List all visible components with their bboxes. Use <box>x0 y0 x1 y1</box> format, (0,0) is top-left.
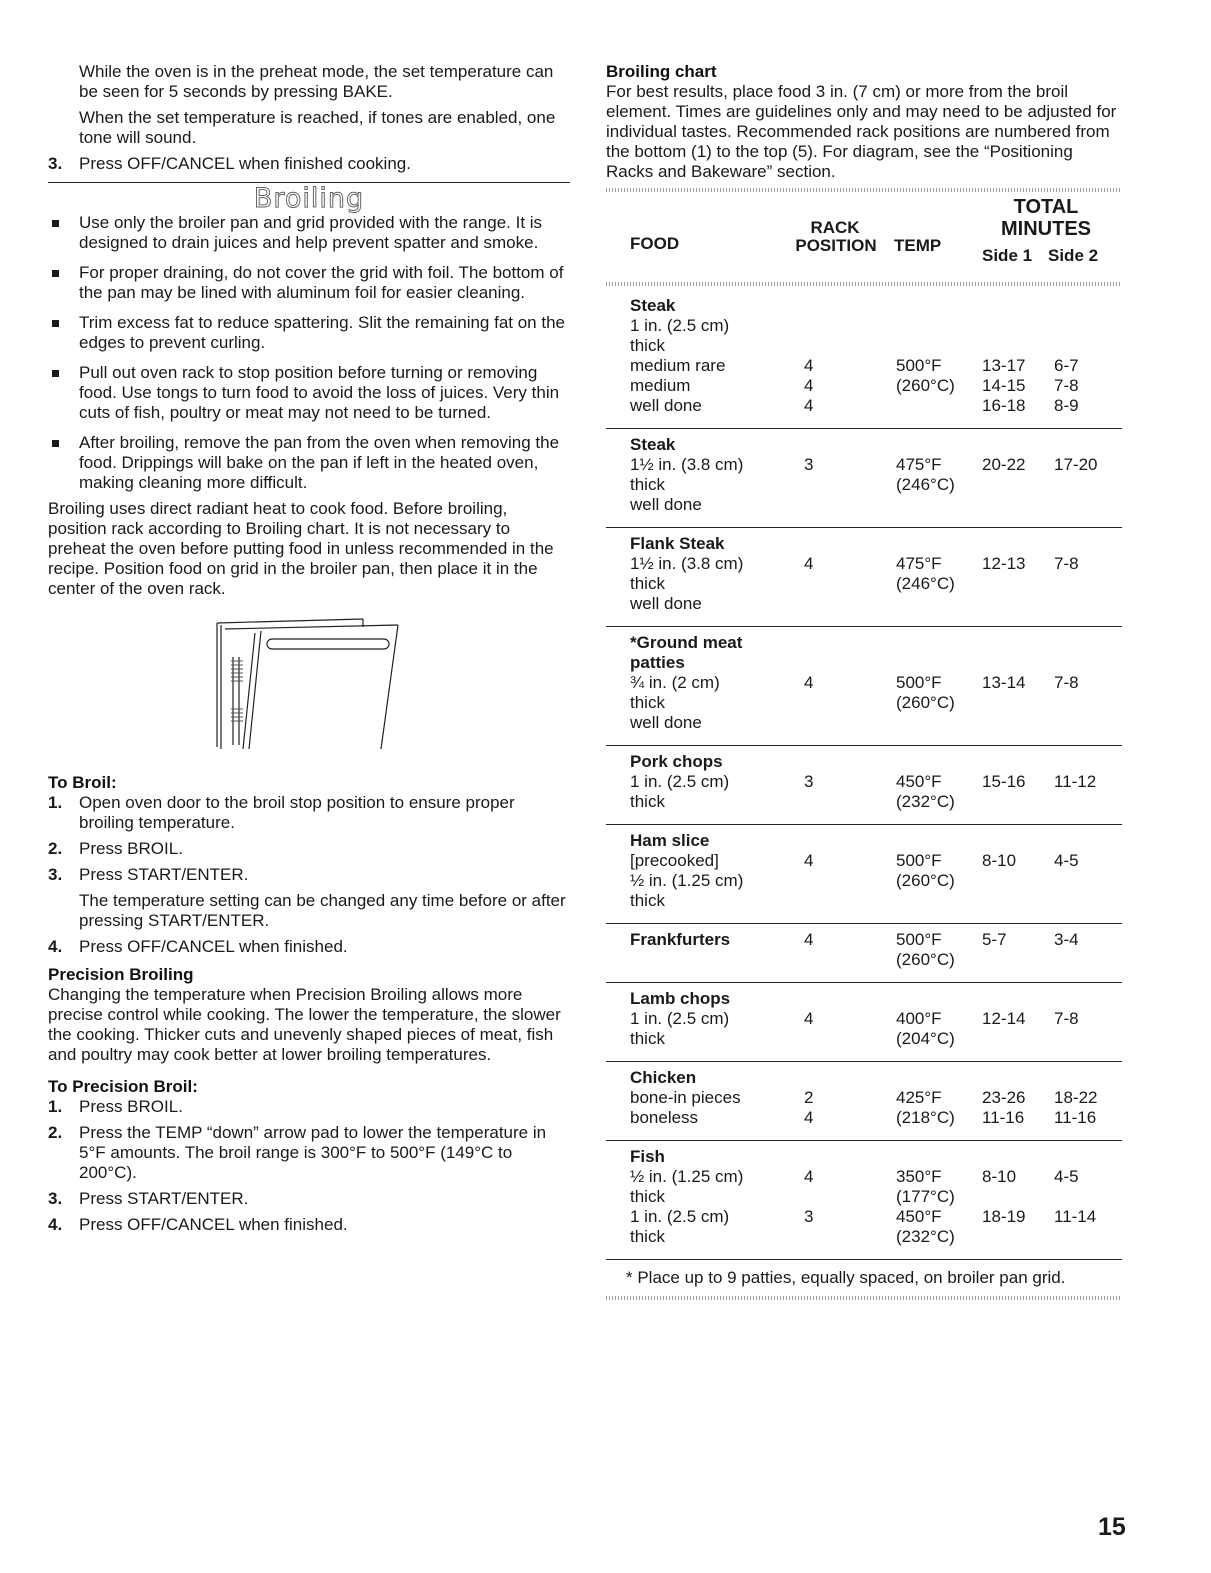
food-detail <box>630 950 800 970</box>
to-broil-title: To Broil: <box>48 773 117 792</box>
chart-row <box>606 627 1122 746</box>
food-name: Flank Steak <box>630 534 725 553</box>
precision-step-3 <box>48 1189 570 1209</box>
temperature: 450°F <box>896 1207 942 1226</box>
food-name-line-2: patties <box>630 653 685 672</box>
food-detail: [precooked] <box>630 851 719 870</box>
to-broil-steps <box>48 793 570 957</box>
side-2-minutes: 18-22 <box>1054 1088 1098 1107</box>
step-text: Press OFF/CANCEL when finished. <box>79 937 348 956</box>
step-text: Open oven door to the broil stop position to ensure proper broiling temperature. <box>79 793 515 832</box>
side-2-minutes: 4-5 <box>1054 851 1079 870</box>
broiling-intro: Broiling uses direct radiant heat to cook food. Before broiling, position rack according to Broiling chart. It is not necessary to preheat the oven before putting food in unless recommended in the recipe. Position food on grid in the broiler pan, then place it in the center of the oven rack. <box>48 499 554 598</box>
temperature: (260°C) <box>896 376 955 395</box>
right-column <box>606 62 1122 1300</box>
temperature: 400°F <box>896 1009 942 1028</box>
bullet-square-icon <box>52 220 59 227</box>
food-detail: 1 in. (2.5 cm) <box>630 1009 730 1028</box>
temperature: 475°F <box>896 455 942 474</box>
side-2-minutes: 6-7 <box>1054 356 1079 375</box>
bullet-item <box>48 313 570 353</box>
temperature: (232°C) <box>896 792 955 811</box>
temperature: (232°C) <box>896 1227 955 1246</box>
food-detail: 1 in. (2.5 cm) <box>630 772 730 791</box>
food-detail: ½ in. (1.25 cm) <box>630 871 744 890</box>
rack-position: 4 <box>804 396 814 415</box>
rack-position: 3 <box>804 1207 814 1226</box>
food-name: Lamb chops <box>630 989 731 1008</box>
chart-row <box>606 429 1122 528</box>
food-cell <box>606 534 800 614</box>
header-rack: RACK <box>810 218 860 237</box>
temperature: 425°F <box>896 1088 942 1107</box>
food-cell <box>606 831 800 911</box>
side-1-minutes: 8-10 <box>982 851 1017 870</box>
temperature: 500°F <box>896 930 942 949</box>
side-2-minutes: 8-9 <box>1054 396 1079 415</box>
chart-row <box>606 924 1122 983</box>
side-1-minutes: 14-15 <box>982 376 1026 395</box>
broiling-chart-table <box>606 290 1122 1260</box>
food-detail: well done <box>630 594 702 613</box>
rack-position: 3 <box>804 455 814 474</box>
side-1-minutes: 11-16 <box>982 1108 1025 1127</box>
oven-door-illustration <box>213 617 413 759</box>
side-2-minutes: 7-8 <box>1054 673 1079 692</box>
step-number: 4. <box>48 1215 63 1234</box>
rack-position: 3 <box>804 772 814 791</box>
food-detail: medium <box>630 376 691 395</box>
bullet-text: For proper draining, do not cover the grid with foil. The bottom of the pan may be lined with aluminum foil for easier cleaning. <box>79 263 564 302</box>
food-detail: bone-in pieces <box>630 1088 741 1107</box>
side-2-minutes: 11-14 <box>1054 1207 1097 1226</box>
food-name: Chicken <box>630 1068 697 1087</box>
header-food: FOOD <box>630 234 680 253</box>
food-detail: boneless <box>630 1108 699 1127</box>
rack-position: 4 <box>804 376 814 395</box>
side-1-minutes: 15-16 <box>982 772 1026 791</box>
side-1-minutes: 20-22 <box>982 455 1026 474</box>
preheat-paragraph-1: While the oven is in the preheat mode, the set temperature can be seen for 5 seconds by pressing BAKE. <box>79 62 554 101</box>
left-column <box>48 62 570 1235</box>
food-detail: thick <box>630 792 665 811</box>
food-cell <box>606 435 800 515</box>
side-1-minutes: 13-17 <box>982 356 1026 375</box>
chart-row <box>606 1141 1122 1260</box>
header-total: TOTAL <box>1013 196 1079 218</box>
step-text: Press OFF/CANCEL when finished cooking. <box>79 154 411 173</box>
rack-position: 4 <box>804 356 814 375</box>
side-1-minutes: 18-19 <box>982 1207 1026 1226</box>
temperature: (177°C) <box>896 1187 955 1206</box>
to-broil-note: The temperature setting can be changed any time before or after pressing START/ENTER. <box>79 891 566 930</box>
temperature: 475°F <box>896 554 942 573</box>
precision-broiling-title: Precision Broiling <box>48 965 194 984</box>
bullet-item <box>48 263 570 303</box>
food-detail: 1 in. (2.5 cm) <box>630 316 730 335</box>
rack-position: 4 <box>804 1108 814 1127</box>
step-number: 4. <box>48 937 63 956</box>
food-cell <box>606 1147 800 1247</box>
bullet-item <box>48 363 570 423</box>
temperature: (260°C) <box>896 871 955 890</box>
side-1-minutes: 12-14 <box>982 1009 1026 1028</box>
page-number: 15 <box>1098 1513 1126 1541</box>
broiling-bullets <box>48 213 570 493</box>
step-text: Press the TEMP “down” arrow pad to lower the temperature in 5°F amounts. The broil range is 300°F to 500°F (149°C to 200°C). <box>79 1123 547 1182</box>
step-number: 3. <box>48 154 63 173</box>
broiling-chart-title: Broiling chart <box>606 62 717 81</box>
bullet-square-icon <box>52 440 59 447</box>
header-minutes: MINUTES <box>1001 218 1091 240</box>
chart-footnote: * Place up to 9 patties, equally spaced, on broiler pan grid. <box>626 1268 1066 1287</box>
side-2-minutes: 3-4 <box>1054 930 1079 949</box>
temperature: 500°F <box>896 673 942 692</box>
section-title-broiling: Broiling <box>253 183 365 214</box>
rack-position: 4 <box>804 673 814 692</box>
chart-row <box>606 290 1122 429</box>
food-detail: ½ in. (1.25 cm) <box>630 1167 744 1186</box>
bullet-text: Use only the broiler pan and grid provided with the range. It is designed to drain juices and help prevent spatter and smoke. <box>79 213 543 252</box>
chart-row <box>606 528 1122 627</box>
step-number: 2. <box>48 1123 63 1142</box>
temperature: (260°C) <box>896 950 955 969</box>
food-detail: thick <box>630 475 665 494</box>
food-detail: thick <box>630 891 665 910</box>
side-1-minutes: 5-7 <box>982 930 1007 949</box>
step-text: Press OFF/CANCEL when finished. <box>79 1215 348 1234</box>
side-2-minutes: 7-8 <box>1054 376 1079 395</box>
food-detail: thick <box>630 1187 665 1206</box>
food-cell <box>606 989 800 1049</box>
preheat-paragraph-2: When the set temperature is reached, if tones are enabled, one tone will sound. <box>79 108 556 147</box>
chart-header-border <box>606 282 1122 286</box>
to-precision-steps <box>48 1097 570 1235</box>
side-1-minutes: 13-14 <box>982 673 1026 692</box>
food-name: Pork chops <box>630 752 723 771</box>
step-number: 1. <box>48 793 63 812</box>
rack-position: 2 <box>804 1088 814 1107</box>
step-text: Press START/ENTER. <box>79 1189 249 1208</box>
step-number: 3. <box>48 1189 63 1208</box>
food-cell <box>606 752 800 812</box>
food-cell <box>606 1068 800 1128</box>
chart-bottom-border <box>606 1296 1122 1300</box>
food-detail: well done <box>630 396 702 415</box>
bullet-text: After broiling, remove the pan from the oven when removing the food. Drippings will bake on the pan if left in the heated oven, making cleaning more difficult. <box>79 433 560 492</box>
rack-position: 4 <box>804 1167 814 1186</box>
step-text: Press BROIL. <box>79 839 183 858</box>
side-1-minutes: 23-26 <box>982 1088 1026 1107</box>
header-side-1: Side 1 <box>982 246 1033 265</box>
step-3-finished <box>48 154 570 174</box>
rack-position: 4 <box>804 851 814 870</box>
precision-step-2 <box>48 1123 570 1183</box>
temperature: (218°C) <box>896 1108 955 1127</box>
header-temp: TEMP <box>894 236 942 255</box>
chart-row <box>606 1062 1122 1141</box>
bullet-square-icon <box>52 320 59 327</box>
rack-position: 4 <box>804 1009 814 1028</box>
side-2-minutes: 7-8 <box>1054 554 1079 573</box>
temperature: (260°C) <box>896 693 955 712</box>
precision-step-4 <box>48 1215 570 1235</box>
chart-row <box>606 746 1122 825</box>
step-number: 2. <box>48 839 63 858</box>
food-detail: well done <box>630 713 702 732</box>
broiling-chart-intro: For best results, place food 3 in. (7 cm) or more from the broil element. Times are guidelines only and may need to be adjusted for individual tastes. Recommended rack positions are numbered from the bottom (1) to the top (5). For diagram, see the “Positioning Racks and Bakeware” section. <box>606 82 1117 181</box>
food-detail: 1½ in. (3.8 cm) <box>630 554 744 573</box>
temperature: (246°C) <box>896 475 955 494</box>
food-name: Frankfurters <box>630 930 731 949</box>
food-name: Steak <box>630 435 676 454</box>
food-cell <box>606 633 800 733</box>
bullet-square-icon <box>52 370 59 377</box>
food-detail: well done <box>630 495 702 514</box>
to-precision-broil-title: To Precision Broil: <box>48 1077 198 1096</box>
side-1-minutes: 16-18 <box>982 396 1026 415</box>
chart-row <box>606 825 1122 924</box>
food-detail: 1½ in. (3.8 cm) <box>630 455 744 474</box>
side-2-minutes: 17-20 <box>1054 455 1098 474</box>
bullet-item <box>48 433 570 493</box>
side-2-minutes: 11-16 <box>1054 1108 1097 1127</box>
food-name: Steak <box>630 296 676 315</box>
food-detail: medium rare <box>630 356 726 375</box>
food-name: *Ground meat <box>630 633 743 652</box>
food-detail: ¾ in. (2 cm) <box>630 673 720 692</box>
temperature: (204°C) <box>896 1029 955 1048</box>
temperature: 350°F <box>896 1167 942 1186</box>
step-number: 3. <box>48 865 63 884</box>
header-side-2: Side 2 <box>1048 246 1099 265</box>
precision-broiling-text: Changing the temperature when Precision Broiling allows more precise control while cooking. The lower the temperature, the slower the cooking. Thicker cuts and unevenly shaped pieces of meat, fish and poultry may cook better at lower broiling temperatures. <box>48 985 561 1064</box>
chart-header <box>606 192 1122 282</box>
side-1-minutes: 8-10 <box>982 1167 1017 1186</box>
bullet-item <box>48 213 570 253</box>
temperature: (246°C) <box>896 574 955 593</box>
side-2-minutes: 4-5 <box>1054 1167 1079 1186</box>
food-detail: 1 in. (2.5 cm) <box>630 1207 730 1226</box>
step-number: 1. <box>48 1097 63 1116</box>
temperature: 500°F <box>896 356 942 375</box>
step-text: Press START/ENTER. <box>79 865 249 884</box>
bullet-square-icon <box>52 270 59 277</box>
side-2-minutes: 7-8 <box>1054 1009 1079 1028</box>
to-broil-step-1 <box>48 793 570 833</box>
food-detail: thick <box>630 1029 665 1048</box>
to-broil-step-4 <box>48 937 570 957</box>
side-1-minutes: 12-13 <box>982 554 1026 573</box>
bullet-text: Trim excess fat to reduce spattering. Slit the remaining fat on the edges to prevent curling. <box>79 313 565 352</box>
rack-position: 4 <box>804 554 814 573</box>
food-detail: thick <box>630 1227 665 1246</box>
side-2-minutes: 11-12 <box>1054 772 1097 791</box>
temperature: 450°F <box>896 772 942 791</box>
bullet-text: Pull out oven rack to stop position before turning or removing food. Use tongs to turn food to avoid the loss of juices. Very thin cuts of fish, poultry or meat may not need to be turned. <box>79 363 560 422</box>
to-broil-step-2 <box>48 839 570 859</box>
to-broil-step-3 <box>48 865 570 885</box>
temperature: 500°F <box>896 851 942 870</box>
food-detail: thick <box>630 693 665 712</box>
rack-position: 4 <box>804 930 814 949</box>
food-detail: thick <box>630 574 665 593</box>
food-cell <box>606 296 800 416</box>
chart-row <box>606 983 1122 1062</box>
step-text: Press BROIL. <box>79 1097 183 1116</box>
header-position: POSITION <box>795 236 877 255</box>
precision-step-1 <box>48 1097 570 1117</box>
food-name: Fish <box>630 1147 665 1166</box>
food-name: Ham slice <box>630 831 710 850</box>
food-detail: thick <box>630 336 665 355</box>
food-cell <box>606 930 800 970</box>
